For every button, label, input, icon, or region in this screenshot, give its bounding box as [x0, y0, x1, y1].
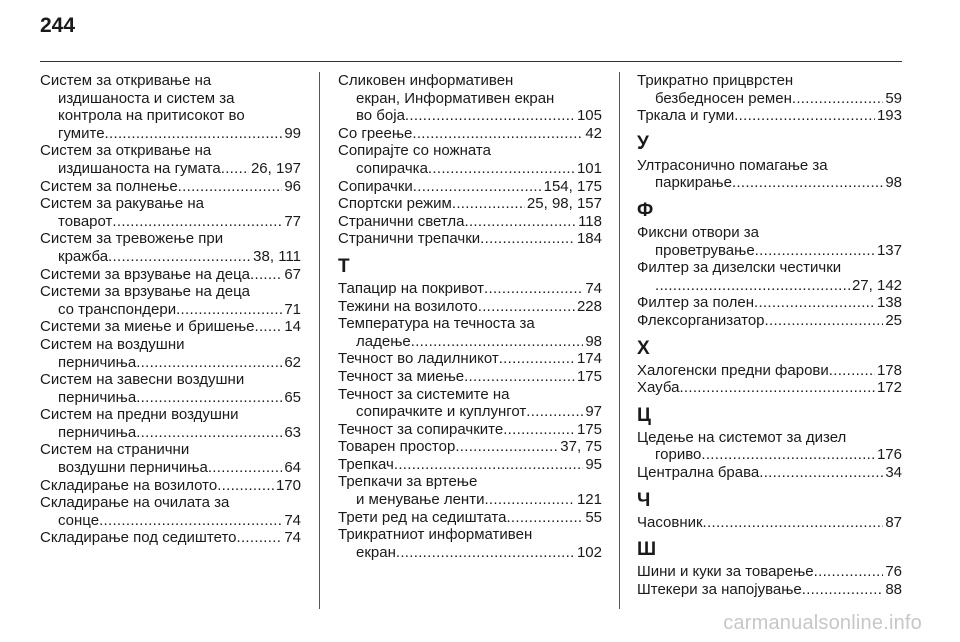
- entry-text: воздушни перничиња: [58, 459, 208, 477]
- page-reference[interactable]: 99: [284, 124, 301, 142]
- leader-dots: [112, 213, 282, 231]
- entry-text: контрола на притисокот во: [58, 107, 245, 125]
- entry-text: издишаноста на гумата: [58, 159, 221, 177]
- index-entry[interactable]: [338, 315, 602, 350]
- index-entry[interactable]: [40, 283, 301, 318]
- leader-dots: [464, 368, 575, 386]
- leader-dots: [136, 424, 282, 442]
- leader-dots: [99, 512, 282, 530]
- entry-text: сонце: [58, 511, 100, 529]
- entry-text: ладење: [356, 332, 411, 350]
- index-entry[interactable]: [637, 72, 902, 107]
- entry-text: Складирање на очилата за: [40, 494, 230, 512]
- index-entry[interactable]: [637, 294, 902, 312]
- index-entry[interactable]: [637, 312, 902, 330]
- entry-text: товарот: [58, 212, 113, 230]
- entry-text: со транспондери: [58, 300, 177, 318]
- leader-dots: [405, 107, 575, 125]
- entry-text: Флексорганизатор: [637, 311, 765, 329]
- index-entry[interactable]: [637, 563, 902, 581]
- page-reference[interactable]: 102: [576, 543, 602, 561]
- index-letter-heading: Т: [338, 255, 350, 277]
- entry-text: Странични светла: [338, 212, 465, 230]
- leader-dots: [754, 294, 875, 312]
- leader-dots: [478, 298, 575, 316]
- page-reference[interactable]: 14: [284, 318, 301, 336]
- leader-dots: [428, 160, 575, 178]
- leader-dots: [759, 464, 883, 482]
- entry-text: Системи за миење и бришење: [40, 318, 255, 336]
- index-entry[interactable]: [338, 298, 602, 316]
- leader-dots: [701, 446, 875, 464]
- entry-text: Систем на завесни воздушни: [40, 371, 245, 389]
- page-reference[interactable]: 34: [885, 463, 902, 481]
- index-letter-heading: Ш: [637, 539, 657, 561]
- entry-text: Фиксни отвори за: [637, 223, 759, 241]
- entry-text: екран, Информативен екран: [356, 89, 555, 107]
- leader-dots: [455, 438, 558, 456]
- page-reference[interactable]: 178: [876, 361, 902, 379]
- entry-text: перничиња: [58, 388, 137, 406]
- index-letter-heading: У: [637, 132, 649, 154]
- index-entry[interactable]: [338, 509, 602, 527]
- entry-text: Систем за откривање на: [40, 142, 212, 160]
- index-entry[interactable]: [637, 514, 902, 532]
- index-entry[interactable]: [338, 280, 602, 298]
- index-column-2: [338, 72, 602, 561]
- page-reference[interactable]: 154, 175: [543, 177, 602, 195]
- page-reference[interactable]: 193: [876, 107, 902, 125]
- page-reference[interactable]: 138: [876, 294, 902, 312]
- leader-dots: [178, 178, 283, 196]
- leader-dots: [237, 529, 283, 547]
- entry-text: во боја: [356, 107, 405, 125]
- page-number: 244: [40, 14, 76, 37]
- page-reference[interactable]: 38, 111: [253, 247, 301, 265]
- page-reference[interactable]: 137: [876, 241, 902, 259]
- index-entry[interactable]: [40, 494, 301, 529]
- page-reference[interactable]: 71: [284, 300, 301, 318]
- leader-dots: [411, 333, 584, 351]
- page-reference[interactable]: 25: [885, 311, 902, 329]
- index-entry[interactable]: [338, 368, 602, 386]
- entry-text: Систем за ракување на: [40, 195, 205, 213]
- page-reference[interactable]: 64: [284, 459, 301, 477]
- leader-dots: [814, 563, 884, 581]
- entry-text: Сопирајте со ножната: [338, 142, 491, 160]
- index-entry[interactable]: [338, 473, 602, 508]
- entry-text: Систем на воздушни: [40, 335, 185, 353]
- index-entry[interactable]: [637, 259, 902, 294]
- page-reference[interactable]: 63: [284, 423, 301, 441]
- leader-dots: [217, 477, 274, 495]
- entry-text: сопирачка: [356, 159, 428, 177]
- entry-text: Систем за полнење: [40, 177, 178, 195]
- header-rule: [40, 61, 902, 62]
- entry-text: Спортски режим: [338, 195, 452, 213]
- page-reference[interactable]: 174: [576, 350, 602, 368]
- entry-text: Цедење на системот за дизел: [637, 428, 847, 446]
- leader-dots: [484, 280, 583, 298]
- index-entry[interactable]: [40, 529, 301, 547]
- index-entry[interactable]: [40, 195, 301, 230]
- page-reference[interactable]: 175: [576, 420, 602, 438]
- entry-text: Централна брава: [637, 463, 760, 481]
- entry-text: Часовник: [637, 513, 703, 531]
- index-entry[interactable]: [338, 526, 602, 561]
- entry-text: Халогенски предни фарови: [637, 361, 829, 379]
- entry-text: Температура на течноста за: [338, 315, 535, 333]
- index-entry[interactable]: [637, 581, 902, 599]
- entry-text: кражба: [58, 247, 109, 265]
- page-reference[interactable]: 175: [576, 367, 602, 385]
- index-letter-heading: Ф: [637, 199, 654, 221]
- entry-text: Течност за системите на: [338, 385, 510, 403]
- leader-dots: [655, 277, 850, 295]
- leader-dots: [452, 195, 525, 213]
- leader-dots: [480, 230, 575, 248]
- index-entry[interactable]: [40, 336, 301, 371]
- entry-text: Тркала и гуми: [637, 107, 735, 125]
- entry-text: гориво: [655, 446, 702, 464]
- index-entry[interactable]: [338, 195, 602, 213]
- entry-text: Трикратно прицврстен: [637, 72, 794, 89]
- leader-dots: [765, 312, 884, 330]
- page-reference[interactable]: 59: [885, 89, 902, 107]
- index-entry[interactable]: [637, 429, 902, 464]
- entry-text: Хауба: [637, 379, 680, 397]
- page-reference[interactable]: 74: [284, 511, 301, 529]
- entry-text: Систем на предни воздушни: [40, 406, 239, 424]
- leader-dots: [802, 581, 884, 599]
- entry-text: перничиња: [58, 423, 137, 441]
- leader-dots: [703, 514, 884, 532]
- leader-dots: [105, 125, 283, 143]
- page-reference[interactable]: 118: [578, 212, 602, 230]
- entry-text: Штекери за напојување: [637, 580, 802, 598]
- page-reference[interactable]: 172: [876, 379, 902, 397]
- entry-text: безбедносен ремен: [655, 89, 792, 107]
- page-reference[interactable]: 184: [576, 230, 602, 248]
- entry-text: Странични трепачки: [338, 230, 481, 248]
- column-divider: [619, 72, 620, 609]
- index-entry[interactable]: [338, 125, 602, 143]
- page-reference[interactable]: 26, 197: [250, 159, 301, 177]
- page-reference[interactable]: 98: [585, 332, 602, 350]
- index-letter-heading: Ч: [637, 489, 651, 511]
- index-entry[interactable]: [338, 72, 602, 125]
- entry-text: перничиња: [58, 353, 137, 371]
- page-reference[interactable]: 88: [885, 580, 902, 598]
- page-reference[interactable]: 98: [885, 174, 902, 192]
- leader-dots: [136, 354, 282, 372]
- entry-text: Систем за тревожење при: [40, 230, 224, 248]
- index-entry[interactable]: [637, 464, 902, 482]
- page-reference[interactable]: 97: [585, 403, 602, 421]
- index-entry[interactable]: [338, 213, 602, 231]
- leader-dots: [499, 350, 575, 368]
- entry-text: Филтер за дизелски честички: [637, 259, 842, 277]
- page-reference[interactable]: 105: [576, 107, 602, 125]
- index-entry[interactable]: [637, 107, 902, 125]
- entry-text: Филтер за полен: [637, 294, 754, 312]
- entry-text: Товарен простор: [338, 438, 456, 456]
- leader-dots: [208, 459, 282, 477]
- index-entry[interactable]: [637, 157, 902, 192]
- index-entry[interactable]: [40, 371, 301, 406]
- leader-dots: [755, 242, 875, 260]
- entry-text: Системи за врзување на деца: [40, 265, 251, 283]
- page-reference[interactable]: 76: [885, 563, 902, 581]
- leader-dots: [413, 178, 542, 196]
- index-entry[interactable]: [40, 318, 301, 336]
- page-reference[interactable]: 176: [876, 446, 902, 464]
- entry-text: Течност за миење: [338, 367, 465, 385]
- entry-text: Систем за откривање на: [40, 72, 212, 89]
- index-entry[interactable]: [338, 142, 602, 177]
- leader-dots: [679, 379, 875, 397]
- index-entry[interactable]: [40, 72, 301, 142]
- entry-text: Системи за врзување на деца: [40, 283, 251, 301]
- leader-dots: [734, 107, 875, 125]
- entry-text: Складирање на возилото: [40, 476, 218, 494]
- index-entry[interactable]: [637, 224, 902, 259]
- index-entry[interactable]: [40, 266, 301, 284]
- page-reference[interactable]: 228: [576, 297, 602, 315]
- entry-text: Течност во ладилникот: [338, 350, 499, 368]
- page-reference[interactable]: 121: [576, 491, 602, 509]
- index-entry[interactable]: [338, 456, 602, 474]
- column-divider: [319, 72, 320, 609]
- index-entry[interactable]: [40, 230, 301, 265]
- index-entry[interactable]: [338, 178, 602, 196]
- entry-text: Трепкач: [338, 455, 394, 473]
- leader-dots: [136, 389, 282, 407]
- index-entry[interactable]: [40, 178, 301, 196]
- entry-text: и менување ленти: [356, 491, 485, 509]
- entry-text: Тапацир на покривот: [338, 279, 485, 297]
- leader-dots: [792, 90, 883, 108]
- leader-dots: [829, 362, 875, 380]
- page-reference[interactable]: 101: [576, 159, 602, 177]
- entry-text: екран: [356, 543, 396, 561]
- entry-text: Сликовен информативен: [338, 72, 514, 89]
- leader-dots: [484, 491, 575, 509]
- leader-dots: [464, 213, 576, 231]
- entry-text: Сопирачки: [338, 177, 413, 195]
- leader-dots: [221, 160, 249, 178]
- index-entry[interactable]: [637, 362, 902, 380]
- page-reference[interactable]: 170: [275, 476, 301, 494]
- page-reference[interactable]: 95: [585, 455, 602, 473]
- page-reference[interactable]: 42: [585, 124, 602, 142]
- page-reference[interactable]: 87: [885, 513, 902, 531]
- page-reference[interactable]: 37, 75: [560, 438, 602, 456]
- entry-text: Шини и куки за товарење: [637, 563, 814, 581]
- entry-text: Трикратниот информативен: [338, 526, 533, 544]
- leader-dots: [732, 174, 883, 192]
- watermark: carmanualsonline.info: [723, 612, 922, 634]
- page-reference[interactable]: 25, 98, 157: [526, 195, 602, 213]
- leader-dots: [394, 456, 583, 474]
- page-reference[interactable]: 74: [585, 279, 602, 297]
- entry-text: Складирање под седиштето: [40, 529, 237, 547]
- entry-text: проветрување: [655, 241, 755, 259]
- page-reference[interactable]: 62: [284, 353, 301, 371]
- leader-dots: [412, 125, 583, 143]
- index-entry[interactable]: [40, 441, 301, 476]
- entry-text: Ултрасонично помагање за: [637, 156, 828, 174]
- page-reference[interactable]: 77: [284, 212, 301, 230]
- leader-dots: [503, 421, 575, 439]
- entry-text: сопирачките и куплунгот: [356, 403, 527, 421]
- index-entry[interactable]: [40, 142, 301, 177]
- index-entry[interactable]: [40, 477, 301, 495]
- index-entry[interactable]: [338, 350, 602, 368]
- leader-dots: [176, 301, 282, 319]
- entry-text: Трети ред на седиштата: [338, 508, 507, 526]
- entry-text: гумите: [58, 124, 105, 142]
- entry-text: паркирање: [655, 174, 732, 192]
- index-entry[interactable]: [40, 406, 301, 441]
- leader-dots: [396, 544, 575, 562]
- entry-text: Систем на странични: [40, 441, 190, 459]
- entry-text: Трепкачи за вртење: [338, 473, 478, 491]
- leader-dots: [506, 509, 583, 527]
- index-letter-heading: Х: [637, 337, 650, 359]
- leader-dots: [526, 403, 583, 421]
- index-entry[interactable]: [637, 379, 902, 397]
- page-reference[interactable]: 55: [585, 508, 602, 526]
- page-reference[interactable]: 65: [284, 388, 301, 406]
- page-reference[interactable]: 96: [284, 177, 301, 195]
- index-entry[interactable]: [338, 421, 602, 439]
- entry-text: Со греење: [338, 124, 413, 142]
- index-entry[interactable]: [338, 386, 602, 421]
- page-reference[interactable]: 27, 142: [851, 276, 902, 294]
- index-entry[interactable]: [338, 438, 602, 456]
- index-column-3: [637, 72, 902, 598]
- index-column-1: [40, 72, 301, 547]
- entry-text: Тежини на возилото: [338, 297, 478, 315]
- leader-dots: [255, 318, 283, 336]
- leader-dots: [250, 266, 282, 284]
- page-reference[interactable]: 74: [284, 529, 301, 547]
- leader-dots: [108, 248, 251, 266]
- index-entry[interactable]: [338, 230, 602, 248]
- entry-text: издишаноста и систем за: [58, 89, 235, 107]
- page-reference[interactable]: 67: [284, 265, 301, 283]
- entry-text: Течност за сопирачките: [338, 420, 504, 438]
- index-letter-heading: Ц: [637, 404, 651, 426]
